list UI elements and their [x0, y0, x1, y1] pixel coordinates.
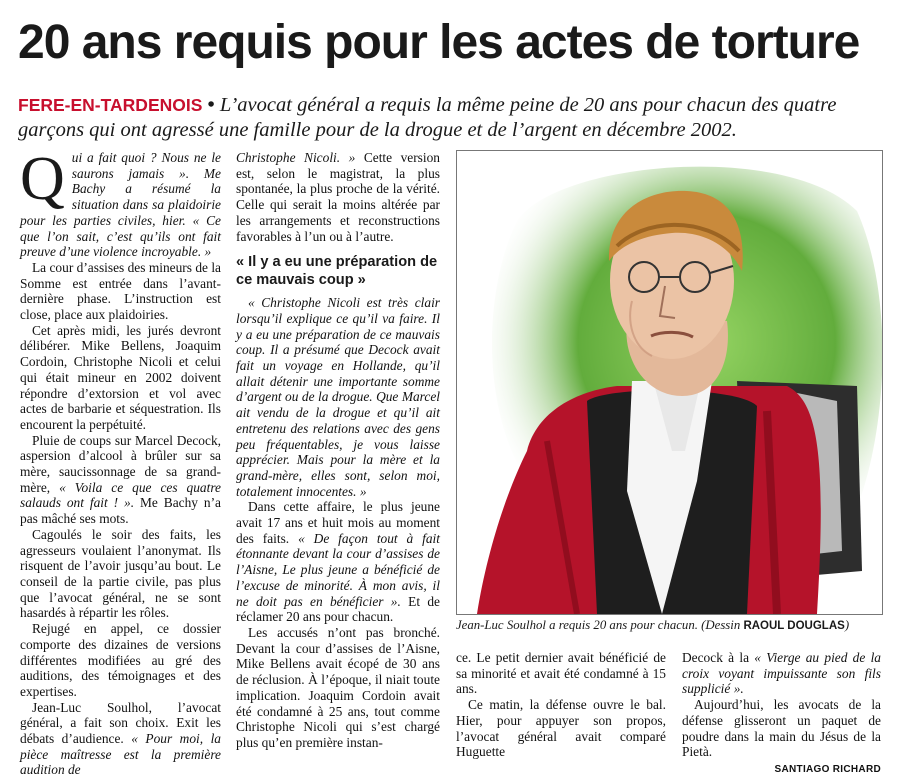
text-run: Et de réclamer 20 ans pour chacun.: [236, 593, 441, 625]
text-run: Me Bachy n’a pas mâché ses mots.: [20, 495, 221, 527]
text-run: Cette version est, selon le magistrat, la plus spontanée, la plus proche de la vérité. Celle qui serait la moins altérée par les arrangements et reconstructions favorables à l’un ou à l’autre.: [236, 150, 440, 244]
dateline-bullet: •: [207, 94, 215, 116]
credit-prefix: (Dessin: [701, 618, 744, 632]
paragraph: Les accusés n’ont pas bronché. Devant la cour d’assises de l’Aisne, Mike Bellens avait écopé de 30 ans de réclusion. À l’époque, il niait toute implication. Joaquim Cordoin avait été condamné à 25 ans, tout comme Christophe Nicoli qui s’est chargé plus qu’en première instan-: [236, 624, 440, 750]
subheading: « Il y a eu une préparation de ce mauvais coup »: [236, 254, 438, 288]
deck: [18, 93, 888, 143]
illustration: [456, 150, 883, 615]
paragraph: [20, 433, 221, 527]
paragraph: [20, 700, 221, 778]
paragraph: Aujourd’hui, les avocats de la défense glisseront un paquet de poudre dans la main du Jésus de la Pietà.: [682, 697, 881, 760]
caption-text: Jean-Luc Soulhol a requis 20 ans pour chacun.: [456, 618, 698, 632]
quote: « Vierge au pied de la croix voyant impuissante son fils supplicié ».: [682, 650, 882, 697]
illustrator-credit: RAOUL DOUGLAS: [743, 620, 845, 632]
opening-quote: ui a fait quoi ? Nous ne le saurons jamais ». Me Bachy a résumé la situation dans sa plaidoirie pour les parties civiles, hier. « Ce que l’on sait, c’est qu’ils ont fait preuve d’une violence incroyable. »: [20, 150, 221, 260]
paragraph: Cagoulés le soir des faits, les agresseurs voulaient l’anonymat. Ils risquent de l’avoir jusqu’au bout. Le conseil de la partie civile, pas plus que l’avocat général, ne se sont hasardés à répartir les rôles.: [20, 526, 221, 621]
quote: « Christophe Nicoli est très clair lorsqu’il explique ce qu’il va faire. Il y a eu une préparation de ce mauvais coup. Il a présumé que Decock avait fait un voyage en Hollande, qu’il allait détenir une importante somme d’argent ou de la drogue. Que Marcel ait vendu de la drogue et qu’il ait entretenu des relations avec des gens peu fréquentables, je vous laisse apprécier. Mais pour la mère et la grand-mère, elles sont, selon moi, totalement innocentes. »: [236, 295, 440, 499]
quote: « Voila ce que ces quatre salauds ont fait ! ».: [20, 479, 221, 511]
author-signature: SANTIAGO RICHARD: [774, 763, 881, 775]
paragraph: La cour d’assises des mineurs de la Somme est entrée dans l’avant-dernière phase. L’instruction est close, place aux plaidoiries.: [20, 259, 221, 323]
quote: Christophe Nicoli. »: [236, 150, 356, 165]
paragraph: Rejugé en appel, ce dossier comporte des dizaines de versions différentes modifiées au gré des auditions, des témoignages et des expertises.: [20, 621, 221, 699]
text-run: Jean-Luc Soulhol, l’avocat général, a fait son choix. Exit les débats d’audience.: [20, 699, 221, 747]
quote: « De façon tout à fait étonnante devant la cour d’assises de l’Aisne, Le plus jeune a bénéficié de l’excuse de minorité. À mon avis, il ne doit pas en bénéficier ».: [236, 530, 440, 609]
paragraph: Ce matin, la défense ouvre le bal. Hier, pour appuyer son propos, l’avocat général avait comparé Huguette: [456, 697, 666, 760]
figure-caption: [456, 618, 886, 633]
paragraph: [236, 295, 440, 499]
dateline-place: FERE-EN-TARDENOIS: [18, 95, 203, 115]
credit-suffix: ): [844, 618, 850, 632]
text-run: Pluie de coups sur Marcel Decock, aspersion d’alcool à brûler sur sa mère, saucissonnage de sa grand-mère,: [20, 432, 221, 495]
dropcap: Q: [20, 145, 65, 213]
text-run: Decock à la: [682, 650, 755, 665]
paragraph: ce. Le petit dernier avait bénéficié de sa minorité et avait été condamné à 15 ans.: [456, 650, 666, 697]
column-4: [682, 650, 881, 778]
column-1: [20, 145, 221, 778]
column-3: [456, 650, 666, 760]
paragraph: [20, 145, 221, 260]
headline: 20 ans requis pour les actes de torture: [18, 16, 860, 69]
deck-text: L’avocat général a requis la même peine de 20 ans pour chacun des quatre garçons qui ont agressé une famille pour de la drogue et de l’argent en décembre 2002.: [18, 94, 837, 141]
illustration-drawing: [457, 151, 882, 614]
paragraph: [682, 650, 881, 697]
paragraph: Cet après midi, les jurés devront délibérer. Mike Bellens, Joaquim Cordoin, Christophe Nicoli et celui qui était mineur en 2002 doivent répondre d’extorsion et vol avec actes de barbarie et séquestration. Ils encourent la perpétuité.: [20, 322, 221, 432]
quote: « Pour moi, la pièce maîtresse est la première audition de: [20, 731, 221, 778]
paragraph: [236, 150, 440, 244]
paragraph: [236, 499, 440, 625]
column-2: [236, 150, 440, 751]
text-run: Dans cette affaire, le plus jeune avait 17 ans et huit mois au moment des faits.: [236, 499, 440, 546]
